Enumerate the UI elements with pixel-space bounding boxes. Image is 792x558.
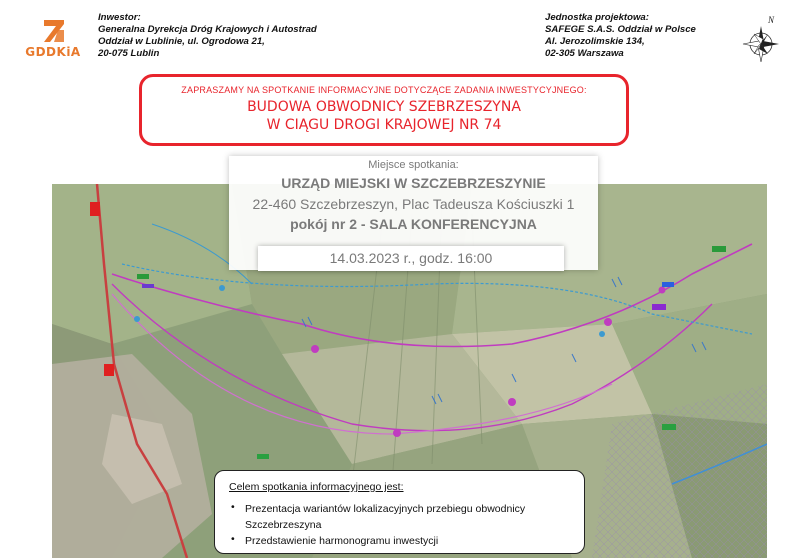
venue-room: pokój nr 2 - SALA KONFERENCYJNA [290,216,537,232]
meeting-title-box [139,74,629,146]
designer-block [545,12,745,60]
bullet-icon: • [231,533,235,545]
invitation-text: ZAPRASZAMY NA SPOTKANIE INFORMACYJNE DOTYCZĄCE ZADANIA INWESTYCYJNEGO: [181,85,587,95]
investor-line: Oddział w Lublinie, ul. Ogrodowa 21, [98,36,265,47]
gddkia-logo [18,18,88,64]
investor-line: Generalna Dyrekcja Dróg Krajowych i Autostrad [98,24,317,35]
meeting-purpose-box [214,470,585,554]
designer-heading: Jednostka projektowa: [545,12,649,23]
compass-rose-icon [738,14,784,66]
gddkia-logo-mark-icon [40,18,68,44]
investor-block [98,12,358,60]
purpose-bullet-line: Przedstawienie harmonogramu inwestycji [245,535,439,547]
venue-name: URZĄD MIEJSKI W SZCZEBRZESZYNIE [281,175,546,191]
project-title-line1: BUDOWA OBWODNICY SZEBRZESZYNA [247,99,521,115]
purpose-bullet-line: Prezentacja wariantów lokalizacyjnych przebiegu obwodnicy [245,503,526,515]
designer-line: Al. Jerozolimskie 134, [545,36,645,47]
purpose-bullet-line: Szczebrzeszyna [245,519,322,531]
bullet-icon: • [231,501,235,513]
investor-line: 20-075 Lublin [98,48,160,59]
meeting-datetime: 14.03.2023 r., godz. 16:00 [258,246,564,271]
purpose-title: Celem spotkania informacyjnego jest: [229,481,404,493]
venue-address: 22-460 Szczebrzeszyn, Plac Tadeusza Kościuszki 1 [252,196,575,212]
venue-label: Miejsce spotkania: [368,159,459,171]
investor-heading: Inwestor: [98,12,141,23]
purpose-bullet [245,533,438,549]
logo-text: GDDKiA [25,45,81,59]
compass-north-label: N [768,15,775,25]
designer-line: 02-305 Warszawa [545,48,624,59]
purpose-bullet [245,501,525,533]
designer-line: SAFEGE S.A.S. Oddział w Polsce [545,24,696,35]
project-title-line2: W CIĄGU DROGI KRAJOWEJ NR 74 [266,117,502,133]
